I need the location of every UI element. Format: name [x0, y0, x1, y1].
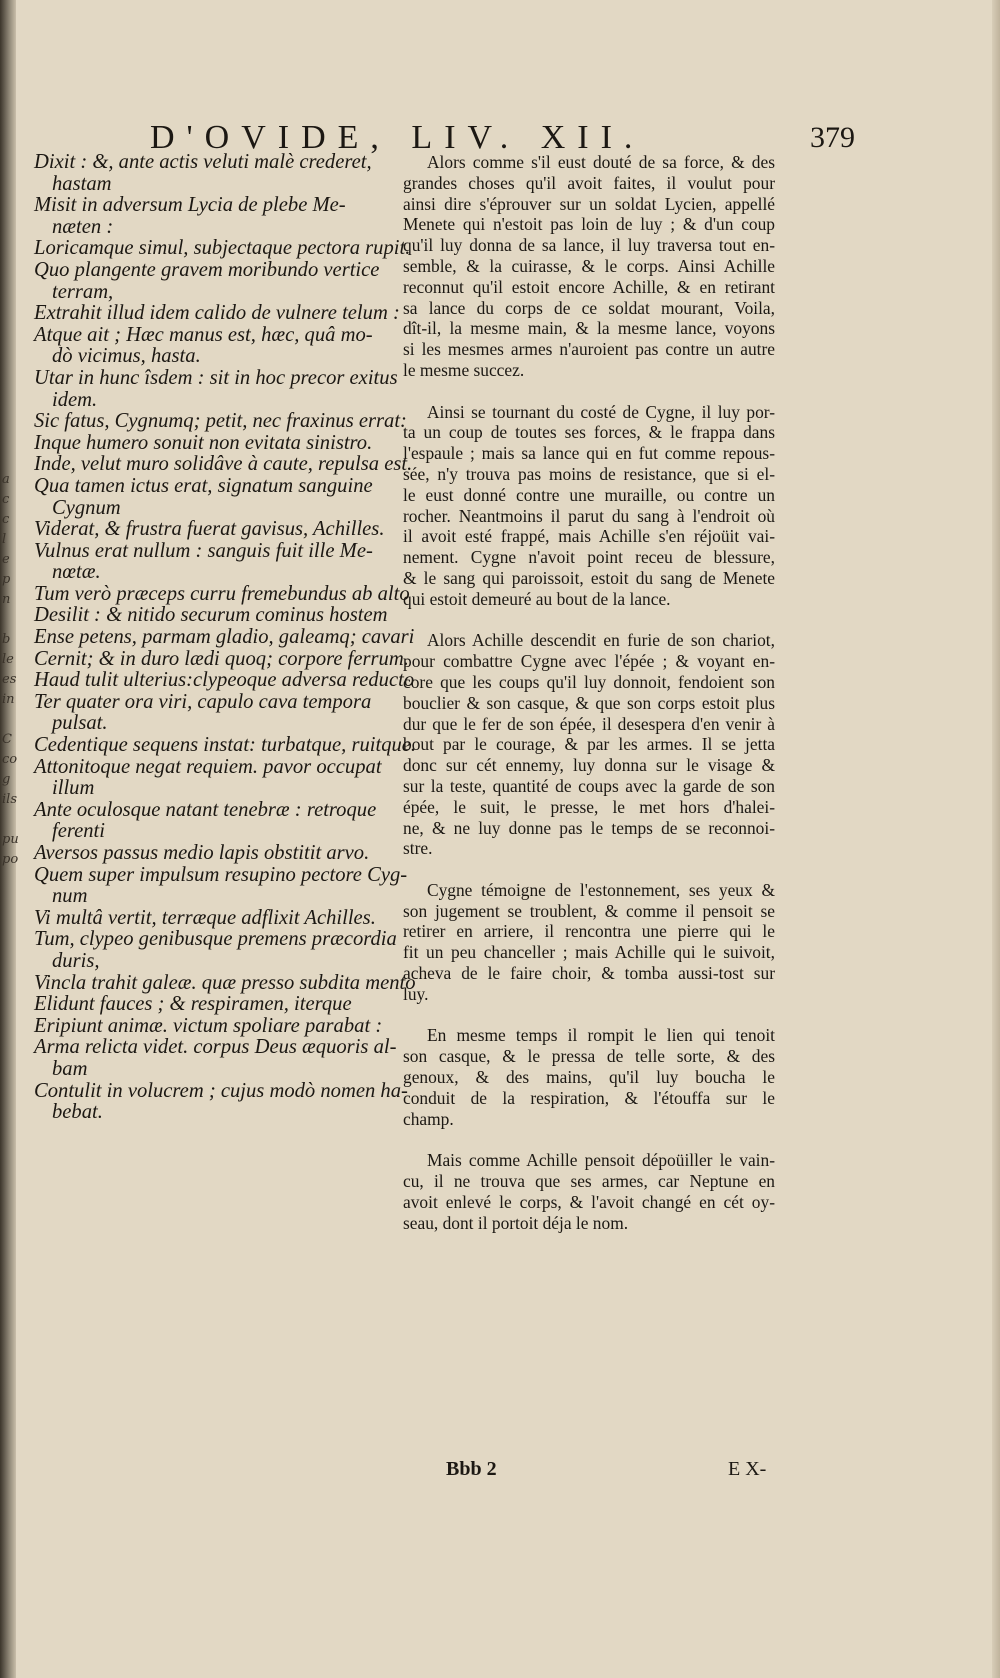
latin-verse-line: Viderat, & frustra fuerat gavisus, Achilles.	[34, 518, 385, 541]
latin-verse-line: hastam	[52, 172, 112, 195]
french-prose-line: & le sang qui paroissoit, estoit du sang de Menete	[403, 567, 775, 588]
latin-verse-line: ferenti	[52, 820, 105, 843]
french-prose-line: Ainsi se tournant du costé de Cygne, il luy por-	[427, 401, 775, 422]
french-prose-line: Mais comme Achille pensoit dépoüiller le vain-	[427, 1150, 775, 1171]
latin-verse-line: bam	[52, 1057, 88, 1080]
french-prose-line: Menete qui n'estoit pas loin de luy ; & d'un coup	[403, 214, 775, 235]
french-paragraph	[403, 1150, 775, 1233]
french-prose-line: ta un coup de toutes ses forces, & le frappa dans	[403, 422, 775, 443]
french-prose-line: bouclier & son casque, & que son corps estoit plus	[403, 692, 775, 713]
french-prose-line: nement. Cygne n'avoit point receu de blessure,	[403, 547, 775, 568]
french-prose-line: dur que le fer de son épée, il desespera d'en venir à	[403, 713, 775, 734]
latin-verse-line: Cernit; & in duro lædi quoq; corpore ferrum.	[34, 647, 409, 670]
french-prose-line: rocher. Neantmoins il parut du sang à l'endroit où	[403, 505, 775, 526]
margin-fragment: le	[2, 652, 14, 667]
french-prose-line: ne, & ne luy donne pas le temps de se reconnoi-	[403, 817, 775, 838]
page-edge	[992, 0, 1000, 1678]
french-prose-line: épée, le suit, le presse, le met hors d'halei-	[403, 796, 775, 817]
french-prose-line: En mesme temps il rompit le lien qui tenoit	[427, 1025, 775, 1046]
french-prose-line: Alors Achille descendit en furie de son chariot,	[427, 630, 775, 651]
latin-verse-line: Cygnum	[52, 496, 121, 519]
latin-verse-line: Vincla trahit galeæ. quæ presso subdita mento	[34, 971, 416, 994]
margin-fragment: po	[2, 852, 19, 867]
french-paragraph	[403, 880, 775, 1005]
french-paragraph	[403, 402, 775, 610]
latin-verse-line: Aversos passus medio lapis obstitit arvo.	[34, 842, 370, 864]
french-prose-line: conduit de la respiration, & l'étouffa sur le	[403, 1087, 775, 1108]
latin-verse-line: Extrahit illud idem calido de vulnere telum :	[34, 302, 400, 325]
french-prose-line: Alors comme s'il eust douté de sa force, & des	[427, 152, 775, 172]
margin-fragment: c	[2, 512, 10, 527]
latin-verse-line: Ter quater ora viri, capulo cava tempora	[34, 690, 372, 713]
margin-fragment	[2, 610, 16, 630]
french-prose-line: sur la teste, quantité de coups avec la garde de son	[403, 775, 775, 796]
french-paragraph	[403, 630, 775, 859]
paragraph-gap	[403, 610, 775, 631]
latin-verse-line: Haud tulit ulterius:clypeoque adversa reducto	[34, 669, 415, 692]
margin-fragment: a	[2, 472, 10, 487]
latin-verse-line: illum	[52, 777, 95, 800]
latin-verse-line: Atque ait ; Hæc manus est, hæc, quâ mo-	[34, 323, 373, 346]
running-head: D'OVIDE, LIV. XII.	[150, 119, 645, 156]
latin-verse-line: Elidunt fauces ; & respiramen, iterque	[34, 993, 352, 1016]
french-prose-line: son jugement se troublent, & comme il pensoit se	[403, 900, 775, 921]
signature-mark: Bbb 2	[446, 1458, 497, 1480]
latin-verse-line: Desilit : & nitido securum cominus hostem	[34, 604, 388, 627]
latin-verse-line: Inde, velut muro solidâve à caute, repulsa est.	[34, 453, 413, 476]
french-prose-line: seau, dont il portoit déja le nom.	[403, 1212, 629, 1233]
french-prose-line: acheva de le faire choir, & tomba aussi-tost sur	[403, 963, 775, 984]
latin-verse-line: Tum, clypeo genibusque premens præcordia	[34, 928, 397, 951]
french-prose-column	[403, 152, 775, 1233]
margin-fragment: b	[2, 632, 11, 647]
french-paragraph	[403, 1025, 775, 1129]
french-prose-line: genoux, & des mains, qu'il luy boucha le	[403, 1067, 775, 1088]
french-prose-line: dît-il, la mesme main, & la mesme lance, voyons	[403, 318, 775, 339]
latin-verse-line: Arma relicta videt. corpus Deus æquoris al-	[34, 1036, 397, 1059]
french-prose-line: sée, n'y trouva pas moins de resistance, que si el-	[403, 463, 775, 484]
french-prose-line: sa lance du corps de ce soldat mourant, Voila,	[403, 297, 775, 318]
french-prose-line: il avoit esté frappé, mais Achille s'en réjoüit vai-	[403, 526, 775, 547]
paragraph-gap	[403, 1129, 775, 1150]
french-paragraph	[403, 152, 775, 381]
french-prose-line: reconnut qu'il estoit encore Achille, & en retirant	[403, 276, 775, 297]
paragraph-gap	[403, 859, 775, 880]
french-prose-line: son casque, & le pressa de telle sorte, & des	[403, 1046, 775, 1067]
french-prose-line: retirer en arriere, il rencontra une pierre qui le	[403, 921, 775, 942]
latin-verse-line: Dixit : &, ante actis veluti malè crederet,	[34, 151, 372, 173]
margin-fragment: ils	[2, 792, 17, 807]
latin-verse-line: num	[52, 885, 88, 908]
latin-verse-line: Inque humero sonuit non evitata sinistro.	[34, 431, 373, 454]
french-prose-line: semble, & la cuirasse, & le corps. Ainsi Achille	[403, 255, 775, 276]
french-prose-line: cu, il ne trouva que ses armes, car Neptune en	[403, 1171, 775, 1192]
latin-verse-line: terram,	[52, 280, 114, 303]
latin-verse-line: Quo plangente gravem moribundo vertice	[34, 258, 380, 281]
latin-verse-line: Ante oculosque natant tenebræ : retroque	[34, 798, 377, 821]
french-prose-line: grandes choses qu'il avoit faites, il voulut pour	[403, 172, 775, 193]
margin-fragment: c	[2, 492, 10, 507]
french-prose-line: le mesme succez.	[403, 359, 525, 380]
french-prose-line: le eust donné contre une muraille, ou contre un	[403, 484, 775, 505]
latin-verse-line: Utar in hunc îsdem : sit in hoc precor exitus	[34, 366, 398, 389]
margin-fragment: g	[2, 772, 11, 787]
margin-fragment: e	[2, 552, 10, 567]
latin-verse-line: Quem super impulsum resupino pectore Cyg-	[34, 863, 408, 886]
latin-verse-line: Attonitoque negat requiem. pavor occupat	[34, 755, 382, 778]
margin-fragment: p	[2, 572, 11, 587]
french-prose-line: fit un peu chanceller ; mais Achille qui le suivoit,	[403, 942, 775, 963]
margin-fragment	[2, 710, 16, 730]
latin-verse-line: næten :	[52, 215, 114, 238]
french-prose-line: qu'il luy donna de sa lance, il luy traversa tout en-	[403, 235, 775, 256]
latin-verse-line: bebat.	[52, 1101, 103, 1124]
french-prose-line: donc sur cét ennemy, luy donna sur le visage &	[403, 755, 775, 776]
latin-verse-line: Contulit in volucrem ; cujus modò nomen ha-	[34, 1079, 408, 1102]
margin-fragment: l	[2, 532, 7, 547]
french-prose-line: champ.	[403, 1108, 454, 1129]
french-prose-line: avoit enlevé le corps, & l'avoit changé en cét oy-	[403, 1191, 775, 1212]
margin-fragment: in	[2, 692, 15, 707]
margin-fragment: co	[2, 752, 18, 767]
latin-verse-line: pulsat.	[52, 712, 108, 735]
french-prose-line: Cygne témoigne de l'estonnement, ses yeux &	[427, 879, 775, 900]
french-prose-line: ainsi dire s'éprouver sur un soldat Lycien, appellé	[403, 193, 775, 214]
latin-verse-line: Qua tamen ictus erat, signatum sanguine	[34, 474, 373, 497]
catchword: E X-	[728, 1458, 767, 1480]
margin-fragment: es	[2, 672, 17, 687]
french-prose-line: si les mesmes armes n'auroient pas contre un autre	[403, 339, 775, 360]
latin-verse-line: duris,	[52, 949, 100, 972]
latin-verse-line: Vi multâ vertit, terræque adflixit Achilles.	[34, 906, 376, 929]
latin-verse-line: Loricamque simul, subjectaque pectora rupit.	[34, 237, 411, 260]
paragraph-gap	[403, 381, 775, 402]
french-prose-line: pour combattre Cygne avec l'épée ; & voyant en-	[403, 651, 775, 672]
latin-verse-line: Cedentique sequens instat: turbatque, ruitque.	[34, 734, 417, 757]
french-prose-line: luy.	[403, 983, 429, 1004]
paragraph-gap	[403, 1005, 775, 1026]
margin-fragment	[2, 810, 16, 830]
french-prose-line: stre.	[403, 838, 433, 859]
latin-verse-line: Tum verò præceps curru fremebundus ab alto	[34, 582, 410, 605]
latin-verse-line: Sic fatus, Cygnumq; petit, nec fraxinus errat:	[34, 410, 407, 433]
latin-verse-line: nœtæ.	[52, 561, 101, 584]
latin-verse-line: Eripiunt animæ. victum spoliare parabat :	[34, 1014, 383, 1037]
latin-verse-line: dò vicimus, hasta.	[52, 345, 201, 368]
latin-verse-line: Vulnus erat nullum : sanguis fuit ille Me-	[34, 539, 373, 562]
facing-page-fragments	[2, 470, 19, 870]
french-prose-line: qui estoit demeuré au bout de la lance.	[403, 588, 671, 609]
margin-fragment: pu	[2, 832, 19, 847]
margin-fragment: C	[2, 732, 12, 747]
french-prose-line: l'espaule ; mais sa lance qui en fut comme repous-	[403, 443, 775, 464]
latin-verse-line: idem.	[52, 388, 98, 411]
page-number: 379	[810, 121, 855, 154]
margin-fragment: n	[2, 592, 11, 607]
latin-verse-line: Misit in adversum Lycia de plebe Me-	[34, 194, 346, 217]
french-prose-line: bout par le courage, & par les armes. Il se jetta	[403, 734, 775, 755]
latin-verse-line: Ense petens, parmam gladio, galeamq; cavari	[34, 626, 415, 649]
french-prose-line: core que les coups qu'il luy donnoit, fendoient son	[403, 671, 775, 692]
